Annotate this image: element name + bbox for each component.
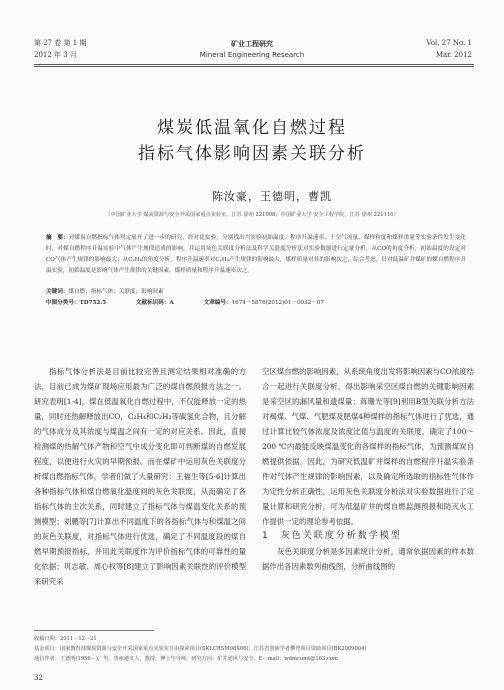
footnote-fund: 基金项目：国家教育部煤炭资源与安全开采国家重点实验室自由探索项目(SKLCRSM08X06)；江苏省创新学者攀登项目资助项目(BK2009004) <box>34 646 367 652</box>
header-rule-2 <box>34 66 474 67</box>
journal-volume-issue-en: Vol. 27 No. 1 <box>426 39 472 47</box>
article-authors: 陈汝豪，王德明，曹凯 <box>212 190 332 203</box>
classification-line <box>46 298 466 309</box>
header-rule <box>34 64 474 65</box>
section-heading: 1 灰色关联度分析数学模型 <box>262 531 402 541</box>
abstract-label: 摘 要： <box>46 235 69 241</box>
keywords <box>46 287 466 298</box>
article-title-line1: 煤炭低温氧化自燃过程 <box>157 118 347 138</box>
footnote-received: 收稿日期：2011－12－21 <box>34 636 97 642</box>
abstract-text: 对煤炭自燃指标气体判定展开了进一步的研究，经对比实验，分别找出当实验初始温度、程序升温速率、干空气流量、煤样粒度和煤样重量等实验条件发生变化时，对煤自燃程序升温实验中气体产生规律造成的影响，并运用灰色关联度分析法及科学关联度分析法对实验数据进行定量分析，从CO的角度分析，初始温度的设定对CO气体产生规律的影响最大；从C₂H₄的角度分析，程序升温速率对C₂H₄产生规律的影响最大，煤样质量对其的影响次之，综合考虑，针对低温矿井煤矿的煤自燃程序升温实验，初始温度是影响气体产生规律的关键因素，煤样质量和程序升温速率次之。 <box>46 235 466 274</box>
keywords-text: 煤自燃；指标气体；关联度；影响因素 <box>68 289 164 295</box>
article-number: 文章编号：1674－5876(2012)01－0032－07 <box>203 300 324 306</box>
body-paragraph: 灰色关联度分析是多因素统计分析，通常依据因素的样本数据作出各因素数列曲线图，分析曲线图的 <box>262 547 474 571</box>
journal-date-en: Mar. 2012 <box>435 51 472 59</box>
body-paragraph: 指标气体分析法是目前比较完善且测定结果相对准确的方法，目前已成为煤矿现场应用最为广泛的煤自燃预报方法之一。研究表明[1-4]，煤在低温氧化自燃过程中，不仅能释放一定的热量，同时还热解释放出CO，C₂H₄和C₂H₂等碳氢化合物，且分解的气体成分及其浓度与煤温之间有一定的对应关系。因此，直接检测煤的热解气体产物和空气中成分变化即可判断煤的自燃发展程度，以便进行火灾的早期预报。而在煤矿中运用灰色关联度分析煤自燃指标气体，学者们做了大量研究：王福生等[5-6]计算出各种指标气体和煤自燃氧化温度间的灰色关联度，从而确定了各指标气体的主次关系，同时建立了指标气体与煤温变化关系的预测模型；刘鹏等[7]计算出不同温度下的各指标气体与和煤温之间的灰色关联度，对指标气体进行优选，确定了不同温度段的煤自燃早期预报指标，并用此关联度作为评价指标气体的可靠性的量化依据；巩志敏、周心权等[8]建立了影响因素关联性的评价模型来研究采 <box>34 367 246 586</box>
journal-date: 2012 年 3 月 <box>34 51 77 59</box>
document-code: 文献标识码：A <box>135 300 174 306</box>
abstract <box>46 233 466 277</box>
footnote-rule <box>34 630 154 631</box>
article-affiliation: （中国矿业大学 煤炭资源与安全开采国家重点实验室，江苏 徐州 221008；中国矿业大学 安全工程学院，江苏 徐州 221116） <box>105 212 399 218</box>
journal-title-cn: 矿业工程研究 <box>231 39 273 48</box>
footnote-author: 通信作者：王德明(1956－)，男，贵州遵义人，教授，博士生导师，研究方向：矿井通风与安全。E－mail：wdmcumt@163.com <box>34 656 338 662</box>
clc-code: 中图分类号：TD752.5 <box>46 300 107 306</box>
body-left-column <box>34 364 246 589</box>
body-right-column <box>262 364 474 574</box>
page-number: 32 <box>34 674 43 682</box>
body-paragraph: 空区煤自燃的影响因素，从系统角度出发将影响因素与CO浓度结合一起进行关联度分析，得出影响采空区煤自燃的关键影响因素是采空区的漏风量和遗煤量；蒋珊光等[9]利用B型关联分析方法对褐煤、气煤、气肥煤及肥煤4种煤样的指标气体进行了优选，通过计算比较气体浓度及浓度比值与温度的关联度，确定了100～200 ℃内最能反映煤温变化的各煤样的指标气体，为预测煤炭自燃提供依据。因此，为研究低温矿井煤样的自燃程序升温实验条件对气体产生规律的影响因素，以及确定所选取的指标性气体作为定性分析正确性，运用灰色关联度分析法对实验数据进行了定量计算和研究分析，可为低温矿井的煤自燃监测预报和防灭火工作提供一定的理论参考依据。 <box>262 367 474 526</box>
article-title-line2: 指标气体影响因素关联分析 <box>138 144 366 164</box>
keywords-label: 关键词： <box>46 289 69 295</box>
journal-volume-issue: 第 27 卷 第 1 期 <box>34 39 87 47</box>
journal-title-en: Mineral Engineering Research <box>199 51 305 59</box>
